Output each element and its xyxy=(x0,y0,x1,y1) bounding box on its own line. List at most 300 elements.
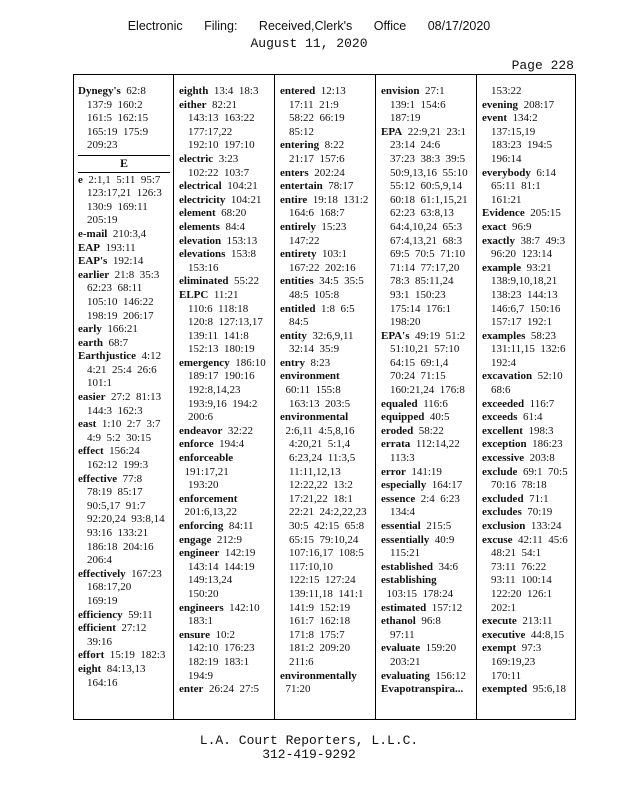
page-reference: 40:9 xyxy=(429,533,455,546)
index-term: effective xyxy=(78,472,118,485)
index-entry xyxy=(78,445,170,472)
received-label: Received,Clerk's xyxy=(258,19,353,33)
page-reference: 69:1 70:5 xyxy=(517,465,568,478)
page-reference: 117:10,10 xyxy=(289,560,333,573)
page-reference: 149:13,24 xyxy=(188,574,233,587)
index-term: entity xyxy=(280,329,307,342)
page-reference: 159:20 xyxy=(420,642,457,655)
page-reference: 215:5 xyxy=(420,520,452,532)
index-entry xyxy=(482,262,574,330)
page-reference: 1:10 2:7 3:7 xyxy=(96,418,161,431)
index-term: exact xyxy=(482,220,507,233)
page-reference: 17:11 21:9 xyxy=(289,98,339,111)
page-reference: 85:12 xyxy=(289,125,315,138)
index-term: essence xyxy=(381,492,416,505)
page-reference: 55:22 xyxy=(228,275,260,288)
index-entry xyxy=(482,493,574,507)
page-reference: 186:18 204:16 xyxy=(87,540,154,553)
index-entry xyxy=(280,167,372,181)
page-reference: 134:4 xyxy=(390,506,416,519)
page-reference: 26:24 27:5 xyxy=(203,683,260,696)
page-reference: 167:22 202:16 xyxy=(289,261,356,274)
index-term: effort xyxy=(78,649,105,662)
index-term: entertain xyxy=(280,180,323,193)
index-entry xyxy=(381,126,473,330)
index-term: enters xyxy=(280,166,309,179)
page-reference: 19:18 131:2 xyxy=(307,193,369,206)
index-term: effectively xyxy=(78,567,126,580)
index-term: evening xyxy=(482,98,519,111)
index-term: Earthjustice xyxy=(78,350,137,363)
page-reference: 21:8 35:3 xyxy=(109,268,160,281)
page-reference: 213:11 xyxy=(516,615,553,628)
page-reference: 70:19 xyxy=(521,506,553,519)
index-entry xyxy=(78,242,170,256)
index-entry xyxy=(179,85,271,99)
page-reference: 17:21,22 18:1 xyxy=(289,492,353,505)
index-term: errata xyxy=(381,438,411,451)
page-reference: 67:4,13,21 68:3 xyxy=(390,234,463,247)
page-reference: 69:5 70:5 71:10 xyxy=(390,248,466,261)
index-term: exception xyxy=(482,438,527,451)
index-term: EPA xyxy=(381,125,403,138)
index-entry xyxy=(78,622,170,649)
page-reference: 130:9 169:11 xyxy=(87,200,148,213)
page-reference: 32:6,9,11 xyxy=(306,329,354,342)
page-reference: 156:12 xyxy=(429,669,466,682)
page-reference: 170:11 xyxy=(491,669,522,682)
index-term: essential xyxy=(381,520,421,532)
page-reference: 84:4 xyxy=(219,220,245,233)
index-term: ELPC xyxy=(179,288,209,301)
page-reference: 42:11 45:6 xyxy=(512,533,568,546)
page-reference: 90:5,17 91:7 xyxy=(87,499,146,512)
page-reference: 15:23 xyxy=(315,220,347,233)
page-reference: 143:14 144:19 xyxy=(188,560,255,573)
page-reference: 12:22,22 13:2 xyxy=(289,479,353,492)
index-term: east xyxy=(78,418,97,431)
index-entry xyxy=(179,683,271,697)
page-reference: 55:12 60:5,9,14 xyxy=(390,180,463,193)
index-term: enforcement xyxy=(179,492,238,505)
page-reference: 139:11,18 141:1 xyxy=(289,587,364,600)
index-entry xyxy=(381,670,473,684)
index-entry xyxy=(280,275,372,302)
index-term: electricity xyxy=(179,193,226,206)
index-term: eliminated xyxy=(179,275,229,288)
page-reference: 153:13 xyxy=(221,234,258,247)
page-reference: 64:15 69:1,4 xyxy=(390,356,449,369)
index-entry xyxy=(179,153,271,180)
index-entry xyxy=(78,85,170,153)
page-reference: 202:1 xyxy=(491,601,517,614)
index-term: element xyxy=(179,207,216,220)
page-reference: 48:21 54:1 xyxy=(491,547,542,560)
page-reference: 177:17,22 xyxy=(188,125,233,138)
index-entry xyxy=(179,180,271,194)
page-reference: 15:19 182:3 xyxy=(104,649,166,662)
page-reference: 212:9 xyxy=(211,533,242,546)
page-reference: 44:8,15 xyxy=(525,628,565,641)
page-reference: 61:4 xyxy=(517,411,543,424)
page-reference: 133:24 xyxy=(525,520,562,532)
index-entry xyxy=(179,221,271,235)
index-entry xyxy=(381,493,473,520)
page-reference: 164:16 xyxy=(87,676,118,689)
index-term: early xyxy=(78,323,102,336)
page-reference: 122:20 126:1 xyxy=(491,587,553,600)
transcript-date: August 11, 2020 xyxy=(250,36,368,51)
page-reference: 70:24 71:15 xyxy=(390,370,446,383)
page-reference: 8:22 xyxy=(319,139,345,152)
index-column-4 xyxy=(381,85,473,697)
index-term: excludes xyxy=(482,506,522,519)
page-reference: 210:3,4 xyxy=(107,227,147,240)
page-reference: 96:9 xyxy=(506,220,532,233)
page-reference: 193:9,16 194:2 xyxy=(188,397,258,410)
index-term: enforce xyxy=(179,438,214,451)
index-entry xyxy=(482,629,574,643)
page-reference: 206:4 xyxy=(87,554,113,567)
index-term: elements xyxy=(179,220,220,233)
index-term: environment xyxy=(280,370,340,383)
page-reference: 157:12 xyxy=(426,601,463,614)
index-term: exceeded xyxy=(482,397,525,410)
index-term: example xyxy=(482,261,522,274)
index-term: exclusion xyxy=(482,520,526,532)
page-reference: 193:11 xyxy=(100,241,136,254)
page-reference: 68:20 xyxy=(215,207,247,220)
page-reference: 137:15,19 xyxy=(491,125,536,138)
page-reference: 141:9 152:19 xyxy=(289,601,351,614)
index-entry xyxy=(78,391,170,418)
page-reference: 49:19 51:2 xyxy=(409,329,466,342)
index-term: excuse xyxy=(482,533,513,546)
page-reference: 97:11 xyxy=(390,628,415,641)
page-reference: 48:5 105:8 xyxy=(289,288,340,301)
page-reference: 142:19 xyxy=(219,547,256,560)
page-reference: 161:5 162:15 xyxy=(87,112,149,125)
page-reference: 71:1 xyxy=(523,492,549,505)
index-term: EAP's xyxy=(78,255,108,268)
page-reference: 191:17,21 xyxy=(179,465,229,478)
index-entry xyxy=(179,275,271,289)
index-term: easier xyxy=(78,391,106,404)
index-entry xyxy=(482,85,574,99)
page-reference: 70:16 78:18 xyxy=(491,479,547,492)
index-term: entered xyxy=(280,85,316,97)
index-term: e-mail xyxy=(78,227,108,240)
index-entry xyxy=(78,269,170,323)
index-term: eight xyxy=(78,662,102,675)
page-reference: 120:8 127:13,17 xyxy=(188,316,263,329)
index-entry xyxy=(482,221,574,235)
index-term: estimated xyxy=(381,601,427,614)
index-term: established xyxy=(381,560,433,573)
index-entry xyxy=(78,568,170,609)
page-reference: 51:10,21 57:10 xyxy=(390,343,460,356)
page-reference: 193:20 xyxy=(188,479,219,492)
index-entry xyxy=(482,207,574,221)
index-entry xyxy=(78,473,170,568)
page-reference: 103:15 178:24 xyxy=(381,587,454,600)
index-term: essentially xyxy=(381,533,430,546)
page-reference: 113:3 xyxy=(390,452,415,465)
page-reference: 205:19 xyxy=(87,214,118,227)
index-entry xyxy=(381,479,473,493)
index-term: earlier xyxy=(78,268,110,281)
index-table xyxy=(73,74,576,720)
index-term: emergency xyxy=(179,356,230,369)
page-reference: 181:2 209:20 xyxy=(289,642,351,655)
index-entry xyxy=(381,85,473,126)
index-column-2 xyxy=(179,85,271,697)
page-reference: 71:20 xyxy=(280,683,311,696)
index-column-5 xyxy=(482,85,574,697)
page-reference: 142:10 176:23 xyxy=(188,642,255,655)
index-term: entities xyxy=(280,275,314,288)
index-term: error xyxy=(381,465,406,478)
index-term: execute xyxy=(482,615,517,628)
page-reference: 27:12 xyxy=(115,622,147,635)
page-reference: 157:17 192:1 xyxy=(491,316,553,329)
index-term: equipped xyxy=(381,411,425,424)
index-term: establishing xyxy=(381,574,437,587)
reporter-phone: 312-419-9292 xyxy=(262,747,356,762)
page-reference: 139:11 141:8 xyxy=(188,329,249,342)
index-term: elevations xyxy=(179,248,226,261)
page-reference: 4:21 25:4 26:6 xyxy=(87,363,157,376)
page-reference: 205:15 xyxy=(524,207,561,220)
index-term: enter xyxy=(179,683,204,696)
index-entry xyxy=(78,255,170,269)
page-reference: 93:11 100:14 xyxy=(491,574,552,587)
page-reference: 78:19 85:17 xyxy=(87,486,143,499)
page-reference: 23:14 24:6 xyxy=(390,139,441,152)
page-reference: 52:10 xyxy=(532,370,563,383)
column-divider xyxy=(375,75,376,719)
electronic-label: Electronic xyxy=(127,19,183,33)
page-reference: 134:2 xyxy=(507,112,538,125)
page-reference: 143:13 163:22 xyxy=(188,112,255,125)
page-reference: 203:21 xyxy=(390,655,421,668)
page-reference: 112:14,22 xyxy=(410,438,460,451)
page-reference: 62:23 63:8,13 xyxy=(390,207,454,220)
page-reference: 198:20 xyxy=(390,316,421,329)
page-reference: 103:1 xyxy=(316,248,348,261)
page-reference: 116:6 xyxy=(417,397,448,410)
index-entry xyxy=(482,235,574,262)
index-term: Dynegy's xyxy=(78,85,121,97)
page-reference: 96:8 xyxy=(415,615,441,628)
page-reference: 162:12 199:3 xyxy=(87,459,149,472)
page-reference: 105:10 146:22 xyxy=(87,295,154,308)
page-reference: 32:14 35:9 xyxy=(289,343,340,356)
page-reference: 78:3 85:11,24 xyxy=(390,275,454,288)
index-term: excessive xyxy=(482,452,525,465)
index-entry xyxy=(179,452,271,493)
index-term: especially xyxy=(381,479,427,492)
page-reference: 22:9,21 23:1 xyxy=(402,125,467,138)
index-entry xyxy=(280,180,372,194)
index-entry xyxy=(482,438,574,452)
page-reference: 196:14 xyxy=(491,152,522,165)
index-term: engage xyxy=(179,533,212,546)
page-reference: 93:16 133:21 xyxy=(87,527,149,539)
page-reference: 2:4 6:23 xyxy=(415,492,460,505)
index-entry xyxy=(179,357,271,425)
index-entry xyxy=(280,411,372,669)
page-reference: 77:8 xyxy=(117,472,143,485)
index-entry xyxy=(482,506,574,520)
page-reference: 78:17 xyxy=(322,180,354,193)
page-reference: 71:14 77:17,20 xyxy=(390,261,460,274)
index-term: Evapotranspira... xyxy=(381,683,464,696)
index-term: exempted xyxy=(482,683,528,696)
page-reference: 4:20,21 5:1,4 xyxy=(289,438,351,451)
index-entry xyxy=(280,357,372,371)
index-term: enforcing xyxy=(179,520,224,532)
page-reference: 161:7 162:18 xyxy=(289,615,351,628)
index-entry xyxy=(179,99,271,153)
index-term: efficient xyxy=(78,622,116,635)
page-reference: 153:8 xyxy=(225,248,257,261)
page-reference: 187:19 xyxy=(390,112,421,125)
index-entry xyxy=(482,452,574,466)
index-entry xyxy=(78,174,170,228)
index-entry xyxy=(381,561,473,575)
page-reference: 92:20,24 93:8,14 xyxy=(87,513,165,526)
index-entry xyxy=(280,85,372,139)
index-term: engineers xyxy=(179,601,224,614)
page-reference: 115:21 xyxy=(390,547,421,560)
index-entry xyxy=(179,493,271,520)
page-reference: 32:22 xyxy=(222,424,253,437)
index-term: effect xyxy=(78,445,104,458)
page-reference: 202:24 xyxy=(308,166,345,179)
page-reference: 13:4 18:3 xyxy=(208,85,259,97)
index-term: event xyxy=(482,112,508,125)
page-reference: 194:4 xyxy=(213,438,245,451)
index-entry xyxy=(280,670,372,697)
index-term: excellent xyxy=(482,424,523,437)
page-reference: 169:19,23 xyxy=(491,655,536,668)
page-reference: 95:6,18 xyxy=(527,683,567,696)
index-term: eroded xyxy=(381,424,414,437)
page-reference: 34:5 35:5 xyxy=(313,275,364,288)
page-reference: 211:6 xyxy=(289,655,314,668)
page-reference: 167:23 xyxy=(125,567,162,580)
index-entry xyxy=(482,683,574,697)
page-reference: 153:16 xyxy=(188,261,219,274)
index-entry xyxy=(280,330,372,357)
page-reference: 12:13 xyxy=(315,85,346,97)
page-reference: 139:1 154:6 xyxy=(390,98,446,111)
index-term: equaled xyxy=(381,397,418,410)
index-term: environmentally xyxy=(280,669,357,682)
page-reference: 192:10 197:10 xyxy=(188,139,255,152)
index-entry xyxy=(381,642,473,669)
page-reference: 62:23 68:11 xyxy=(87,282,143,295)
index-entry xyxy=(78,609,170,623)
page-reference: 11:21 xyxy=(208,288,239,301)
index-entry xyxy=(78,323,170,337)
index-entry xyxy=(280,370,372,411)
index-entry xyxy=(280,139,372,166)
page-reference: 141:19 xyxy=(405,465,442,478)
page-reference: 156:24 xyxy=(103,445,140,458)
page-reference: 2:1,1 5:11 95:7 xyxy=(82,173,161,186)
index-entry xyxy=(482,167,574,208)
index-entry xyxy=(381,602,473,616)
page-reference: 21:17 157:6 xyxy=(289,152,345,165)
page-reference: 160:21,24 176:8 xyxy=(390,384,465,397)
page-reference: 22:21 24:2,22,23 xyxy=(289,506,367,519)
index-entry xyxy=(179,534,271,548)
page-reference: 208:17 xyxy=(518,98,555,111)
index-term: environmental xyxy=(280,411,349,424)
page-reference: 189:17 190:16 xyxy=(188,370,255,383)
page-reference: 60:18 61:1,15,21 xyxy=(390,193,468,206)
page-reference: 161:21 xyxy=(491,193,522,206)
index-entry xyxy=(381,534,473,561)
page-reference: 30:5 42:15 65:8 xyxy=(289,520,365,532)
index-entry xyxy=(78,418,170,445)
index-entry xyxy=(179,438,271,452)
page-reference: 200:6 xyxy=(188,411,214,424)
page-reference: 84:5 xyxy=(289,316,309,329)
index-entry xyxy=(482,425,574,439)
page-reference: 169:19 xyxy=(87,594,118,607)
page-reference: 116:7 xyxy=(524,397,555,410)
index-term: elevation xyxy=(179,234,222,247)
index-entry xyxy=(482,330,574,371)
filing-header xyxy=(0,19,618,33)
index-entry xyxy=(179,425,271,439)
page-reference: 34:6 xyxy=(432,560,459,573)
index-term: entirely xyxy=(280,220,316,233)
index-entry xyxy=(482,411,574,425)
page-reference: 194:9 xyxy=(188,669,214,682)
page-reference: 11:11,12,13 xyxy=(289,465,341,478)
page-reference: 198:3 xyxy=(522,424,554,437)
index-term: eighth xyxy=(179,85,209,97)
page-reference: 58:23 xyxy=(525,329,556,342)
index-term: exceeds xyxy=(482,411,518,424)
page-reference: 146:6,7 150:16 xyxy=(491,302,561,315)
page-reference: 104:21 xyxy=(225,193,262,206)
index-entry xyxy=(179,235,271,249)
page-reference: 27:2 81:13 xyxy=(105,391,162,404)
page-reference: 40:5 xyxy=(424,411,450,424)
page-reference: 142:10 xyxy=(223,601,260,614)
index-term: ensure xyxy=(179,628,210,641)
page-reference: 97:3 xyxy=(516,642,542,655)
page-reference: 147:22 xyxy=(289,234,320,247)
page-reference: 37:23 38:3 39:5 xyxy=(390,152,466,165)
index-entry xyxy=(381,466,473,480)
index-term: Evidence xyxy=(482,207,525,220)
page-reference: 4:12 xyxy=(136,350,162,363)
page-reference: 58:22 xyxy=(413,424,444,437)
index-entry xyxy=(381,438,473,465)
index-entry xyxy=(179,248,271,275)
index-term: entirety xyxy=(280,248,317,261)
index-entry xyxy=(78,663,170,690)
page-reference: 138:23 144:13 xyxy=(491,288,558,301)
filing-label: Filing: xyxy=(204,19,238,33)
index-term: enforceable xyxy=(179,452,234,465)
